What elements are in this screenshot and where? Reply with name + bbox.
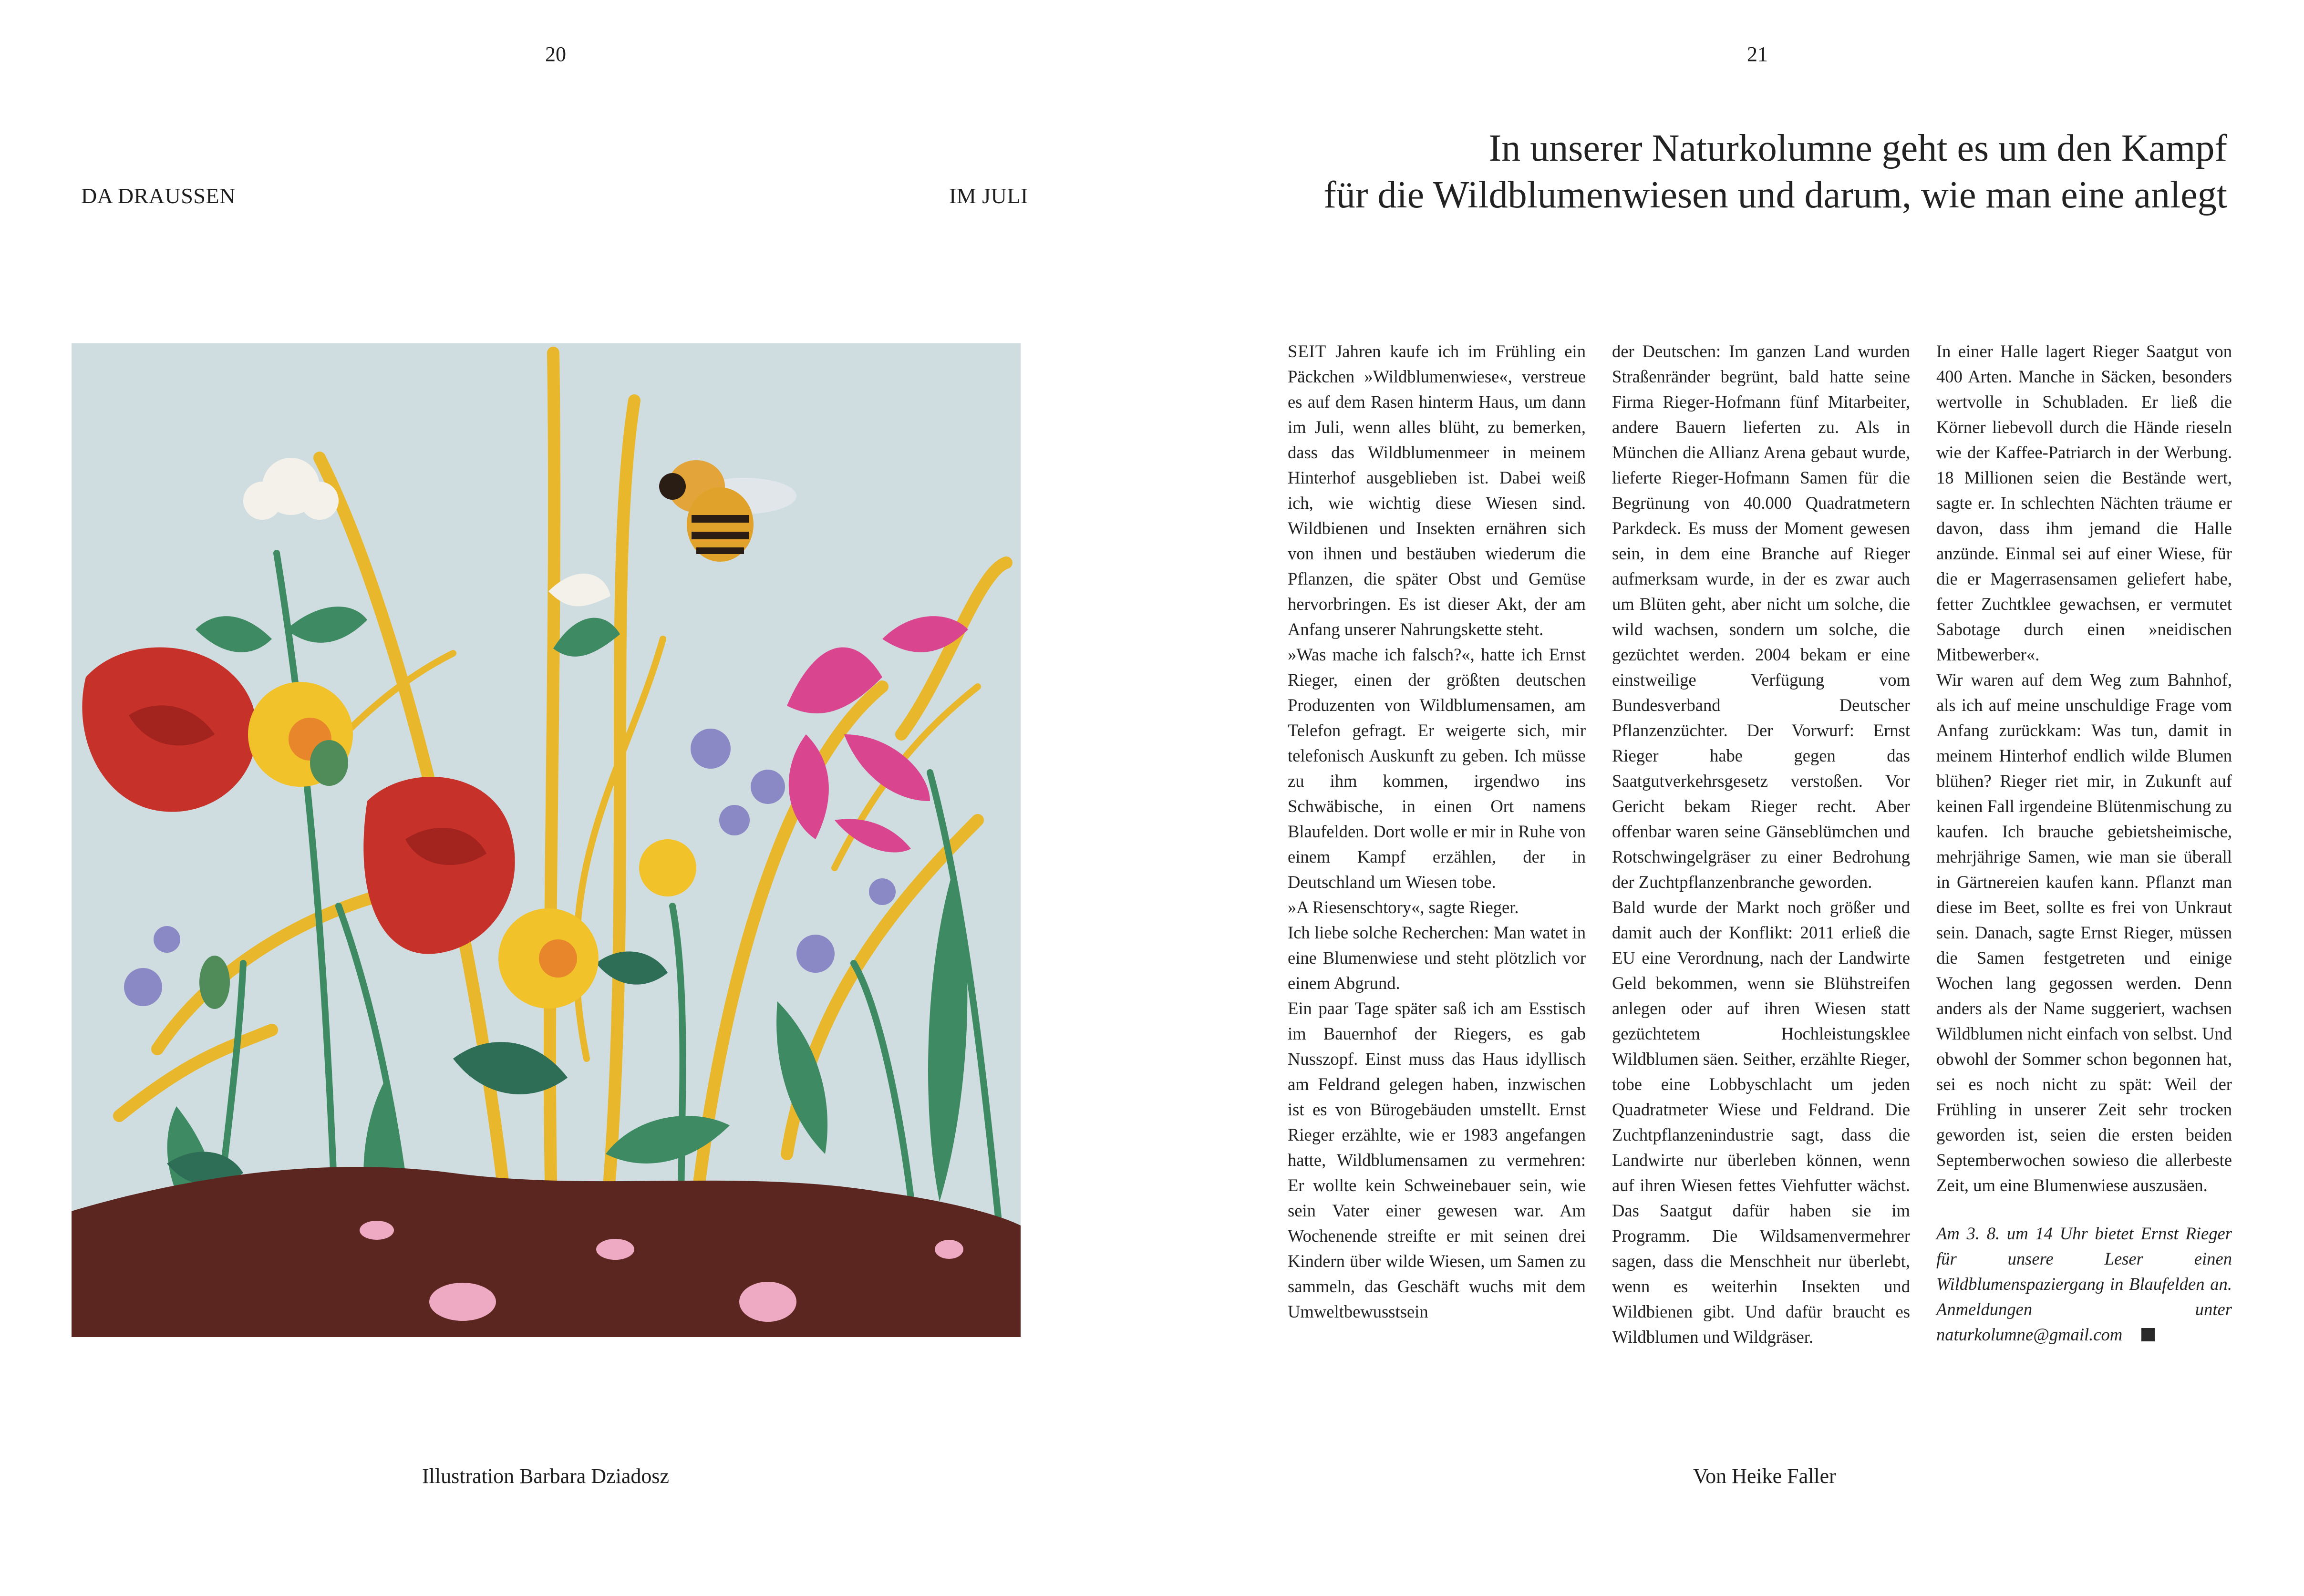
paragraph: Bald wurde der Markt noch größer und damit auch der Konflikt: 2011 erließ die EU eine Verordnung, nach der Landwirte Geld bekommen, wenn sie Blühstreifen anlegen oder auf ihren Wiesen statt gezüchtetem Hochleistungsklee Wildblumen säen. Seither, erzählte Rieger, tobe eine Lobbyschlacht um jeden Quadratmeter Wiese und Feldrand. Die Zuchtpflanzenindustrie sagt, dass die Landwirte nur überleben können, wenn auf ihren Wiesen fettes Viehfutter wächst. Das Saatgut dafür haben sie im Programm. Die Wildsamenvermehrer sagen, dass die Menschheit nur überlebt, wenn es weiterhin Insekten und Wildbienen gibt. Und dafür braucht es Wildblumen und Wildgräser. [1612,897,1910,1347]
author-credit: Von Heike Faller [1693,1464,1836,1488]
event-note: Am 3. 8. um 14 Uhr bietet Ernst Rieger für unsere Leser einen Wildblumenspaziergang in Blaufelden an. Anmeldungen unter naturkolumne@gmail.com [1936,1224,2232,1344]
illustration-credit: Illustration Barbara Dziadosz [422,1464,670,1488]
headline-line-2: für die Wildblumenwiesen und darum, wie man eine anlegt [1323,174,2227,216]
month-label: IM JULI [949,184,1028,208]
section-label: DA DRAUSSEN [81,184,236,208]
end-mark-icon [2141,1328,2155,1341]
paragraph: »A Riesenschtory«, sagte Rieger. [1288,897,1519,917]
illustration-soil [72,1167,1021,1337]
article-column-3 [1936,339,2232,1347]
paragraph: Ich liebe solche Recherchen: Man watet in eine Blumenwiese und steht plötzlich vor einem Abgrund. [1288,923,1586,993]
paragraph: SEIT Jahren kaufe ich im Frühling ein Päckchen »Wildblumenwiese«, verstreue es auf dem Rasen hinterm Haus, um dann im Juli, wenn alles blüht, zu bemerken, dass das Wildblumenmeer in meinem Hinterhof ausgeblieben ist. Dabei weiß ich, wie wichtig diese Wiesen sind. Wildbienen und Insekten ernähren sich von ihnen und bestäuben wiederum die Pflanzen, die später Obst und Gemüse hervorbringen. Es ist dieser Akt, der am Anfang unserer Nahrungskette steht. [1288,341,1586,639]
paragraph: In einer Halle lagert Rieger Saatgut von 400 Arten. Manche in Säcken, besonders wertvolle in Schubladen. Er ließ die Körner liebevoll durch die Hände rieseln wie der Kaffee-Patriarch in der Werbung. 18 Millionen seien die Bestände wert, sagte er. In schlechten Nächten träume er davon, dass ihm jemand die Halle anzünde. Einmal sei auf einer Wiese, für die er Magerrasensamen geliefert habe, fetter Zuchtklee gewachsen, er vermutet Sabotage durch einen »neidischen Mitbewerber«. [1936,341,2232,664]
lead-word: SEIT [1288,341,1327,361]
paragraph: Ein paar Tage später saß ich am Esstisch im Bauernhof der Riegers, es gab Nusszopf. Einst muss das Haus idyllisch am Feldrand gelegen haben, inzwischen ist es von Bürogebäuden umstellt. Ernst Rieger erzählte, wie er 1983 angefangen hatte, Wildblumensamen zu vermehren: Er wollte kein Schweinebauer sein, wie sein Vater einer gewesen war. Am Wochenende streifte er mit seinen drei Kindern über wilde Wiesen, um Samen zu sammeln, das Geschäft wuchs mit dem Umweltbewusstsein [1288,999,1586,1321]
article-column-2 [1612,339,1910,1349]
page-number-right: 21 [1747,42,1768,66]
headline [1264,125,2227,218]
paragraph: »Was mache ich falsch?«, hatte ich Ernst Rieger, einen der größten deutschen Produzenten von Wildblumensamen, am Telefon gefragt. Er weigerte sich, mir telefonisch Auskunft zu geben. Ich müsse zu ihm kommen, irgendwo ins Schwäbische, in einen Ort namens Blaufelden. Dort wolle er mir in Ruhe von einem Kampf erzählen, der in Deutschland um Wiesen tobe. [1288,645,1586,892]
page-number-left: 20 [545,42,566,66]
wildflower-illustration [72,343,1021,1337]
paragraph: Wir waren auf dem Weg zum Bahnhof, als ich auf meine unschuldige Frage vom Anfang zurückkam: Was tun, damit in meinem Hinterhof endlich wilde Blumen blühen? Rieger riet mir, in Zukunft auf keinen Fall irgendeine Blütenmischung zu kaufen. Ich brauche gebietsheimische, mehrjährige Samen, wie man sie überall in Gärtnereien kaufen kann. Pflanzt man diese im Beet, sollte es frei von Unkraut sein. Danach, sagte Ernst Rieger, müssen die Samen festgetreten und einige Wochen lang gegossen werden. Denn anders als der Name suggeriert, wachsen Wildblumen nicht einfach von selbst. Und obwohl der Sommer schon begonnen hat, sei es noch nicht zu spät: Weil der Frühling in unserer Zeit sehr trocken geworden ist, seien die ersten beiden Septemberwochen sowieso die allerbeste Zeit, um eine Blumenwiese auszusäen. [1936,670,2232,1195]
paragraph: der Deutschen: Im ganzen Land wurden Straßenränder begrünt, bald hatte seine Firma Rieger-Hofmann fünf Mitarbeiter, andere Bauern lieferten zu. Als in München die Allianz Arena gebaut wurde, lieferte Rieger-Hofmann Samen für die Begrünung von 40.000 Quadratmetern Parkdeck. Es muss der Moment gewesen sein, in dem eine Branche auf Rieger aufmerksam wurde, in der es zwar auch um Blüten geht, aber nicht um solche, die wild wachsen, sondern um solche, die gezüchtet werden. 2004 bekam er eine einstweilige Verfügung vom Bundesverband Deutscher Pflanzenzüchter. Der Vorwurf: Ernst Rieger habe gegen das Saatgutverkehrsgesetz verstoßen. Vor Gericht bekam Rieger recht. Aber offenbar waren seine Gänseblümchen und Rotschwingelgräser zu einer Bedrohung der Zuchtpflanzenbranche geworden. [1612,341,1910,892]
headline-line-1: In unserer Naturkolumne geht es um den Kampf [1488,127,2227,169]
article-column-1 [1288,339,1586,1324]
